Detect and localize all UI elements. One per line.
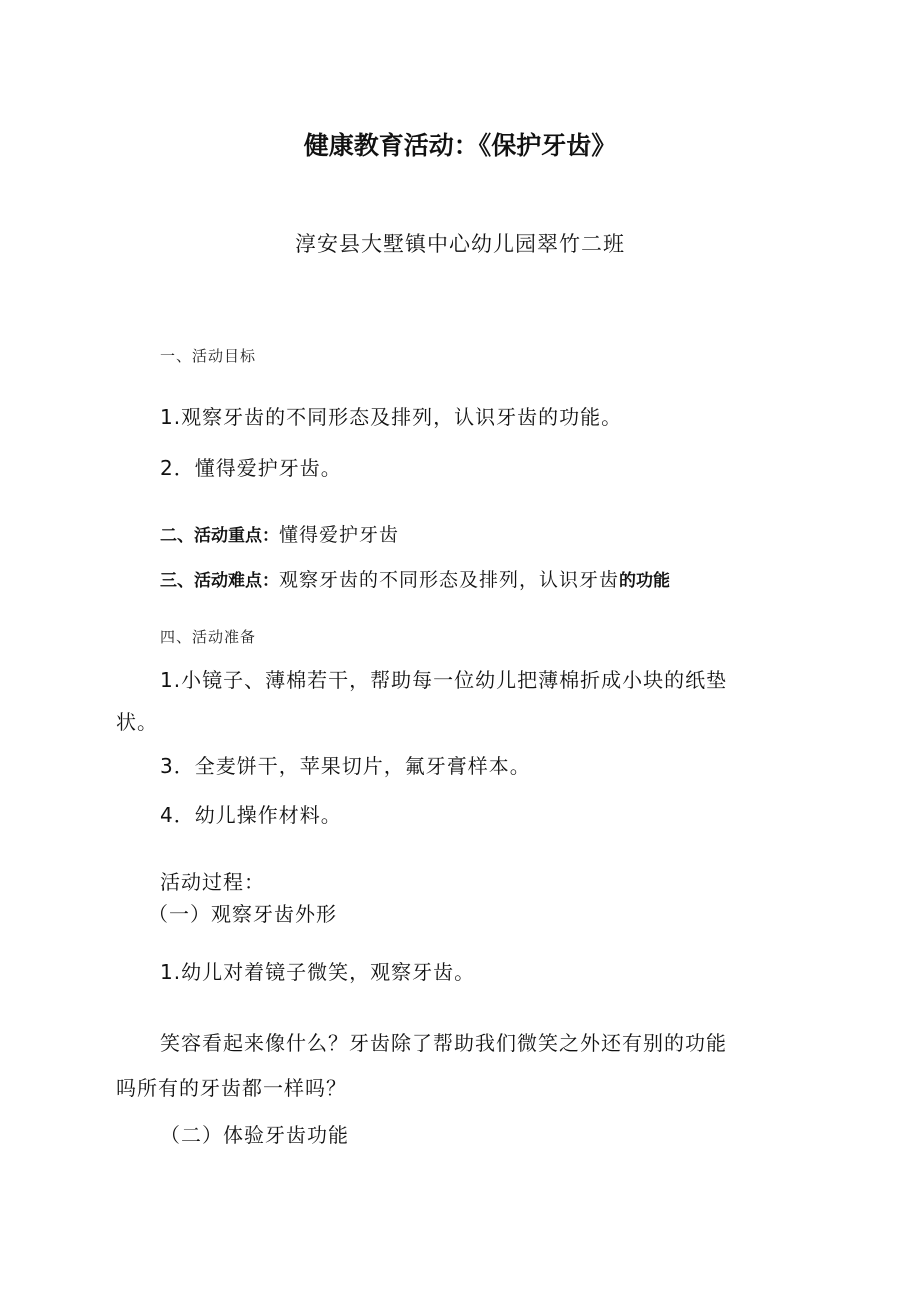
page-subtitle: 淳安县大墅镇中心幼儿园翠竹二班 [295, 232, 625, 256]
difficulty-tail: 的功能 [619, 571, 671, 591]
section-key-point [160, 520, 399, 547]
goal-item-2: 2．懂得爱护牙齿。 [160, 456, 342, 480]
section-heading-goals: 一、活动目标 [160, 347, 257, 365]
process-part-2: （二）体验牙齿功能 [160, 1123, 349, 1147]
goal-item-1: 1.观察牙齿的不同形态及排列，认识牙齿的功能。 [160, 405, 623, 429]
section-difficulty [160, 565, 670, 592]
difficulty-label: 三、活动难点： [160, 571, 279, 591]
process-step-1: 1.幼儿对着镜子微笑，观察牙齿。 [160, 960, 476, 984]
process-paragraph-line-1: 笑容看起来像什么？牙齿除了帮助我们微笑之外还有别的功能 [160, 1031, 727, 1055]
prep-item-4: 4．幼儿操作材料。 [160, 803, 342, 827]
difficulty-value: 观察牙齿的不同形态及排列，认识牙齿 [279, 569, 620, 591]
prep-item-1-line-2: 状。 [116, 710, 158, 734]
key-point-label: 二、活动重点： [160, 526, 279, 546]
prep-item-1-line-1: 1.小镜子、薄棉若干，帮助每一位幼儿把薄棉折成小块的纸垫 [160, 668, 728, 692]
section-heading-preparation: 四、活动准备 [160, 628, 257, 646]
process-paragraph-line-2: 吗所有的牙齿都一样吗？ [116, 1076, 347, 1100]
process-part-1: （一）观察牙齿外形 [148, 902, 337, 926]
page-title: 健康教育活动：《保护牙齿》 [303, 131, 617, 160]
prep-item-3: 3．全麦饼干，苹果切片，氟牙膏样本。 [160, 754, 531, 778]
process-heading: 活动过程： [160, 870, 265, 894]
key-point-value: 懂得爱护牙齿 [279, 524, 400, 546]
